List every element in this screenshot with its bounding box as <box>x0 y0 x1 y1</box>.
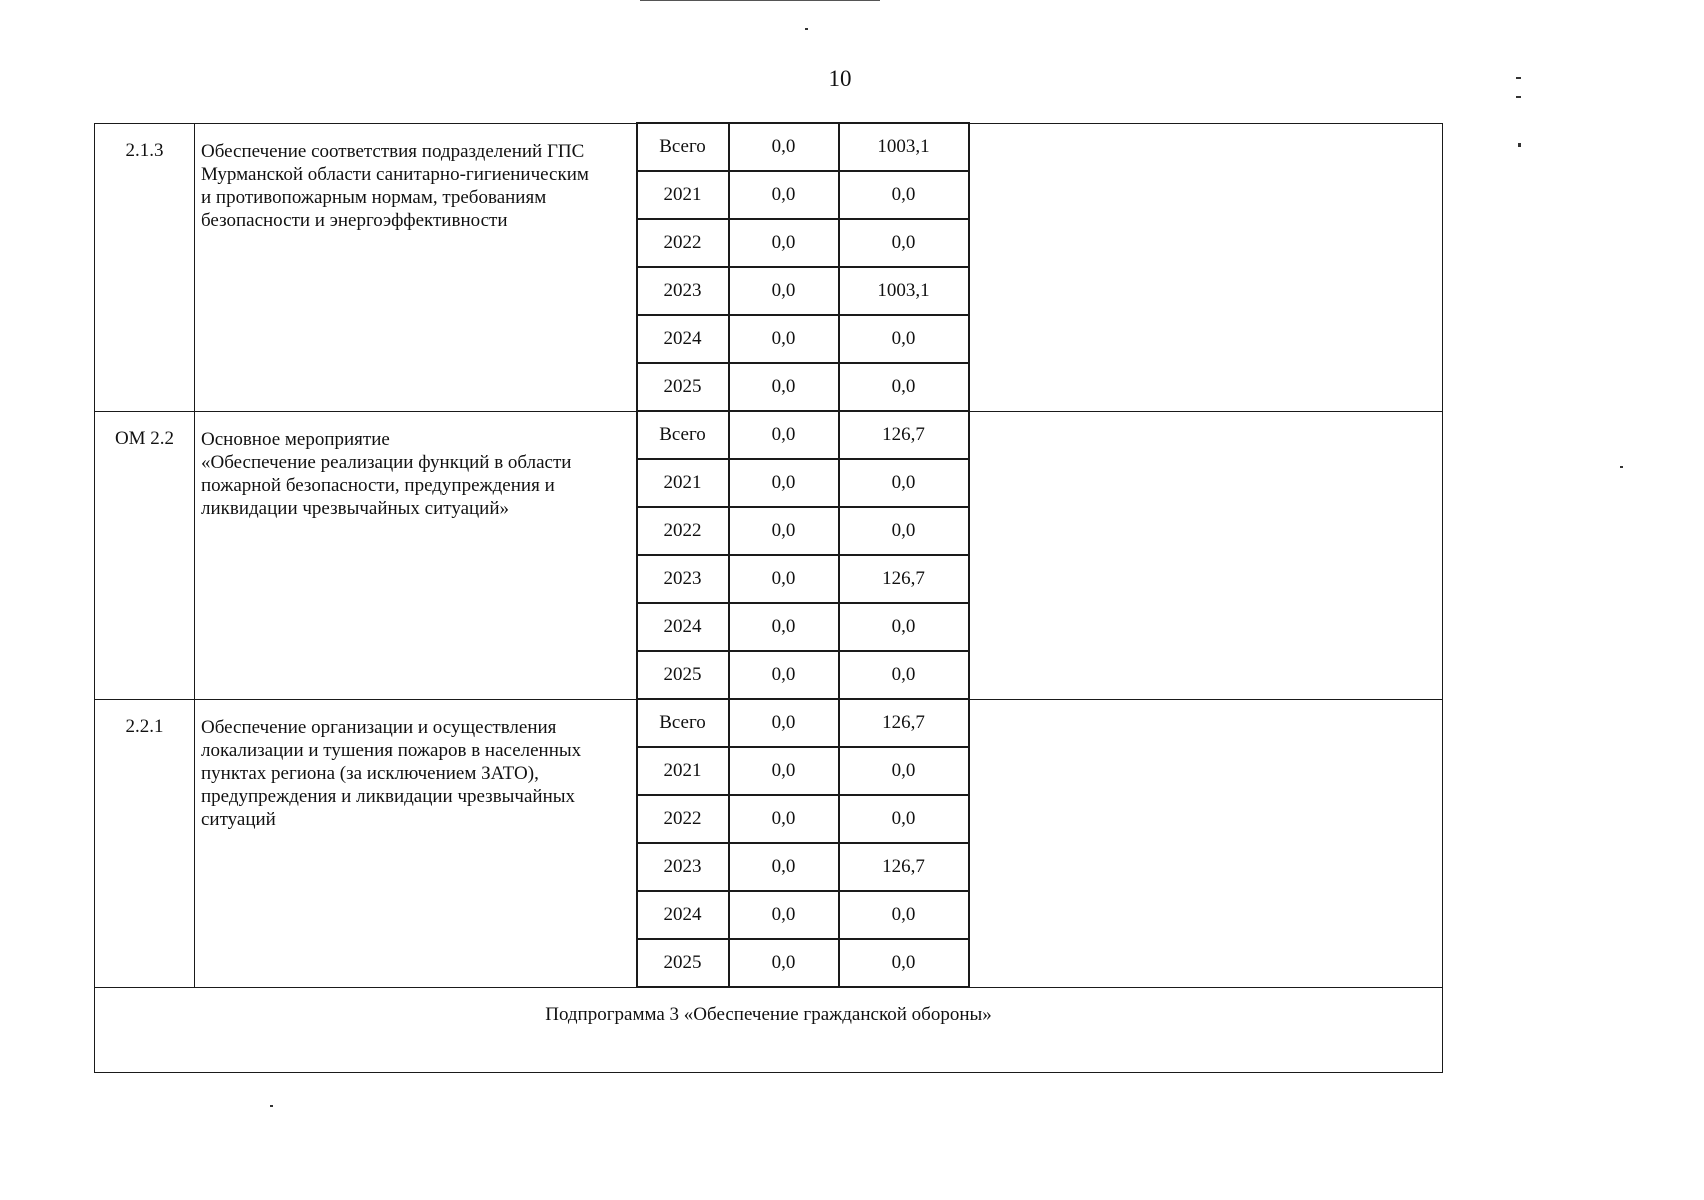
value-cell: 1003,1 <box>839 267 969 315</box>
value-cell: 0,0 <box>729 603 839 651</box>
value-cell: 0,0 <box>839 603 969 651</box>
page-number: 10 <box>828 66 852 91</box>
year-cell: Всего <box>637 123 729 171</box>
value-cell: 0,0 <box>839 939 969 987</box>
year-cell: 2024 <box>637 603 729 651</box>
scan-mark <box>1516 77 1521 79</box>
value-cell: 0,0 <box>839 459 969 507</box>
scan-mark <box>270 1105 273 1107</box>
value-cell: 0,0 <box>729 459 839 507</box>
year-cell: 2022 <box>637 219 729 267</box>
value-cell: 0,0 <box>839 315 969 363</box>
year-cell: 2023 <box>637 267 729 315</box>
value-cell: 0,0 <box>729 555 839 603</box>
section-description: Обеспечение организации и осуществления локализации и тушения пожаров в населенных пунктах региона (за исключением ЗАТО), предупреждения и ликвидации чрезвычайных ситуаций <box>195 699 637 987</box>
value-cell: 1003,1 <box>839 123 969 171</box>
value-cell: 0,0 <box>729 219 839 267</box>
value-cell: 126,7 <box>839 699 969 747</box>
section-code: ОМ 2.2 <box>95 411 195 699</box>
value-cell: 0,0 <box>839 747 969 795</box>
year-cell: 2021 <box>637 747 729 795</box>
scan-mark <box>1518 143 1521 147</box>
year-cell: 2025 <box>637 939 729 987</box>
year-cell: 2025 <box>637 363 729 411</box>
year-cell: 2025 <box>637 651 729 699</box>
value-cell: 0,0 <box>839 363 969 411</box>
subprogram-row <box>95 987 1443 1073</box>
year-cell: Всего <box>637 411 729 459</box>
section-row <box>95 699 1443 747</box>
value-cell: 0,0 <box>729 315 839 363</box>
subprogram-title: Подпрограмма 3 «Обеспечение гражданской обороны» <box>95 987 1443 1073</box>
scan-mark <box>1516 96 1521 98</box>
section-code: 2.2.1 <box>95 699 195 987</box>
value-cell: 0,0 <box>729 747 839 795</box>
year-cell: 2023 <box>637 555 729 603</box>
value-cell: 0,0 <box>839 219 969 267</box>
value-cell: 0,0 <box>729 795 839 843</box>
value-cell: 0,0 <box>839 891 969 939</box>
section-description: Основное мероприятие «Обеспечение реализации функций в области пожарной безопасности, предупреждения и ликвидации чрезвычайных ситуаций» <box>195 411 637 699</box>
section-description: Обеспечение соответствия подразделений ГПС Мурманской области санитарно-гигиеническим и противопожарным нормам, требованиям безопасности и энергоэффективности <box>195 123 637 411</box>
year-cell: 2022 <box>637 795 729 843</box>
value-cell: 0,0 <box>729 843 839 891</box>
scan-mark <box>1620 466 1623 468</box>
value-cell: 0,0 <box>729 123 839 171</box>
value-cell: 0,0 <box>729 891 839 939</box>
section-row <box>95 123 1443 171</box>
value-cell: 0,0 <box>839 171 969 219</box>
year-cell: 2023 <box>637 843 729 891</box>
program-table <box>94 122 1443 1073</box>
value-cell: 0,0 <box>839 507 969 555</box>
notes-cell <box>969 123 1443 411</box>
year-cell: 2024 <box>637 891 729 939</box>
value-cell: 126,7 <box>839 843 969 891</box>
year-cell: 2021 <box>637 459 729 507</box>
scan-top-line <box>640 0 880 1</box>
value-cell: 0,0 <box>729 507 839 555</box>
section-code: 2.1.3 <box>95 123 195 411</box>
value-cell: 0,0 <box>839 651 969 699</box>
year-cell: 2021 <box>637 171 729 219</box>
value-cell: 0,0 <box>729 171 839 219</box>
value-cell: 0,0 <box>839 795 969 843</box>
notes-cell <box>969 699 1443 987</box>
section-row <box>95 411 1443 459</box>
year-cell: 2022 <box>637 507 729 555</box>
value-cell: 126,7 <box>839 411 969 459</box>
value-cell: 0,0 <box>729 699 839 747</box>
value-cell: 126,7 <box>839 555 969 603</box>
value-cell: 0,0 <box>729 267 839 315</box>
scan-mark <box>805 28 808 30</box>
value-cell: 0,0 <box>729 411 839 459</box>
notes-cell <box>969 411 1443 699</box>
year-cell: 2024 <box>637 315 729 363</box>
value-cell: 0,0 <box>729 363 839 411</box>
year-cell: Всего <box>637 699 729 747</box>
value-cell: 0,0 <box>729 651 839 699</box>
value-cell: 0,0 <box>729 939 839 987</box>
